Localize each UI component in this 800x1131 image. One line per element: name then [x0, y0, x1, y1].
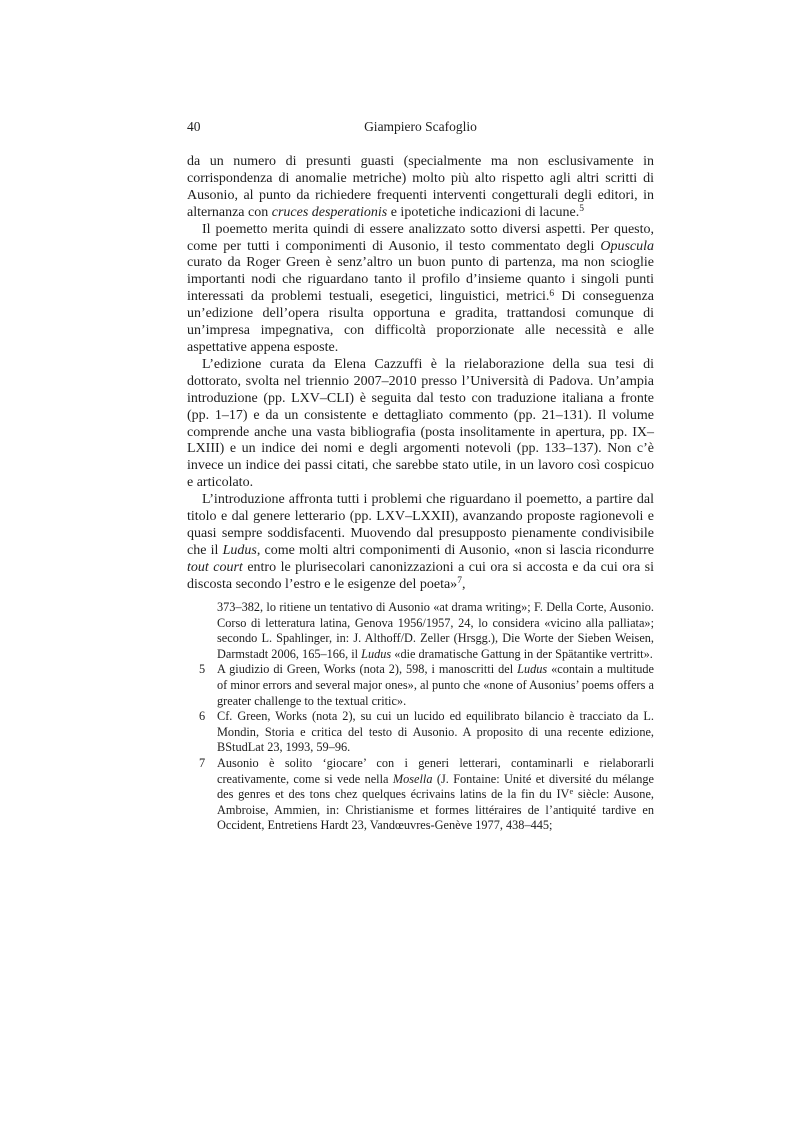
page-header [187, 119, 654, 135]
superscript-marker: 5 [579, 204, 585, 215]
text-run: (J. Fontaine: Unité et diversité du mélange des genres et des tons chez quelques écrivains latins de la fin du IV [217, 771, 654, 802]
italic-text-run: Mosella [392, 771, 433, 786]
superscript-marker: e [569, 787, 574, 797]
footnote-number: 5 [199, 662, 206, 677]
text-run: Di conseguenza un’edizione dell’opera risulta opportuna e gradita, trattandosi comunque di un’impresa impegnativa, con difficoltà proporzionate alle necessità e alle aspettative appena esposte. [187, 289, 654, 355]
text-run: curato da Roger Green è senz’altro un buon punto di partenza, ma non scioglie importanti nodi che riguardano tanto il profilo d’insieme quanto i singoli punti interessati da problemi testuali, esegetici, linguistici, metrici. [187, 255, 654, 305]
footnote-number: 6 [199, 709, 206, 724]
italic-text-run: Ludus [222, 542, 257, 558]
text-run: siècle: Ausone, Ambroise, Ammien, in: Christianisme et formes littéraires de l’antiquité tardive en Occident, Entretiens Hardt 23, Vandœuvres-Genève 1977, 438–445; [217, 787, 654, 833]
article-body [187, 154, 654, 594]
body-paragraph-1 [187, 154, 654, 222]
italic-text-run: tout court [187, 559, 243, 575]
italic-text-run: cruces desperationis [271, 204, 388, 220]
superscript-marker: 6 [549, 288, 555, 299]
text-run: L’edizione curata da Elena Cazzuffi è la rielaborazione della sua tesi di dottorato, svolta nel triennio 2007–2010 presso l’Università di Padova. Un’ampia introduzione (pp. LXV–CLI) è seguita dal testo con traduzione italiana a fronte (pp. 1–17) e da un consistente e dettagliato commento (pp. 21–131). Il volume comprende anche una vasta bibliografia (posta insolitamente in apertura, pp. IX–LXIII) e un indice dei nomi e degli argomenti notevoli (pp. 133–137). Non c’è invece un indice dei passi citati, che sarebbe stato utile, in un lavoro così cospicuo e articolato. [187, 356, 654, 491]
footnote-5 [199, 662, 654, 709]
text-run: Cf. Green, Works (nota 2), su cui un lucido ed equilibrato bilancio è tracciato da L. Mondin, Storia e critica del testo di Ausonio. A proposito di una recente edizione, BStudLat 23, 1993, 59–96. [217, 709, 654, 755]
italic-text-run: Ludus [517, 662, 548, 677]
footnote-6 [199, 709, 654, 756]
body-paragraph-3 [187, 357, 654, 492]
running-title: Giampiero Scafoglio [364, 119, 477, 134]
text-run: , come molti altri componimenti di Ausonio, «non si lascia ricondurre [256, 542, 654, 558]
text-run: «die dramatische Gattung in der Spätantike vertritt». [391, 646, 653, 661]
text-run: A giudizio di Green, Works (nota 2), 598, i manoscritti del [217, 662, 518, 677]
text-run: 373–382, lo ritiene un tentativo di Ausonio «at drama writing»; F. Della Corte, Ausonio. Corso di letteratura latina, Genova 1956/1957, 24, lo considera «vicino alla palliata»; secondo L. Spahlinger, in: J. Althoff/D. Zeller (Hrsgg.), Die Worte der Sieben Weisen, Darmstadt 2006, 165–166, il [217, 600, 654, 661]
text-run: «contain a multitude of minor errors and several major ones», al punto che «none of Ausonius’ poems offers a greater challenge to the textual critic». [217, 662, 654, 708]
body-paragraph-2 [187, 222, 654, 357]
text-run: entro le plurisecolari canonizzazioni a cui ora si accosta e da cui ora si discosta secondo l’estro e le esigenze del poeta» [187, 559, 654, 592]
footnote-text [217, 600, 654, 661]
footnotes-section [199, 600, 654, 834]
superscript-marker: 7 [457, 576, 462, 587]
footnote-text [217, 709, 654, 754]
text-run: da un numero di presunti guasti (specialmente ma non esclusivamente in corrispondenza di anomalie metriche) molto più alto rispetto agli altri scritti di Ausonio, al punto da richiedere frequenti interventi congetturali degli editori, in alternanza con [187, 154, 654, 220]
text-run: , [461, 576, 466, 592]
footnote-number: 7 [199, 755, 206, 770]
text-run: e ipotetiche indicazioni di lacune. [387, 204, 580, 220]
text-run: Ausonio è solito ‘giocare’ con i generi letterari, contaminarli e rielaborarli creativamente, come si vede nella [217, 755, 654, 786]
footnote-7 [199, 756, 654, 834]
text-run: L’introduzione affronta tutti i problemi che riguardano il poemetto, a partire dal titolo e dal genere letterario (pp. LXV–LXXII), avanzando proposte ragionevoli e quasi sempre soddisfacenti. Muovendo dal presupposto pienamente condivisibile che il [187, 492, 654, 558]
text-run: Il poemetto merita quindi di essere analizzato sotto diversi aspetti. Per questo, come per tutti i componimenti di Ausonio, il testo commentato degli [187, 221, 654, 254]
footnote-text [217, 756, 654, 832]
italic-text-run: Opuscula [600, 238, 654, 254]
footnote-continuation [199, 600, 654, 662]
body-paragraph-4 [187, 492, 654, 593]
footnote-text [217, 662, 654, 707]
page-number: 40 [187, 119, 201, 134]
italic-text-run: Ludus [361, 646, 392, 661]
